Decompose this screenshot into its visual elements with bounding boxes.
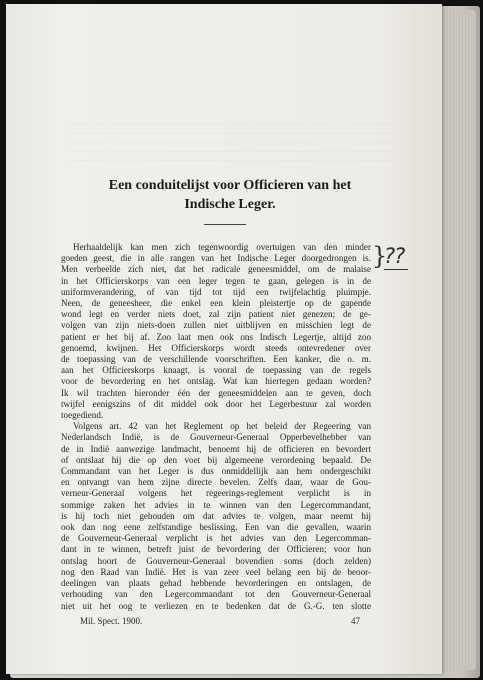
text-line: uniformverandering, of van tijd tot tijd een twijfelachtig pluimpje. xyxy=(61,286,371,297)
text-line: in het Officierskorps van een leger tegen te gaan, gelegen is in de xyxy=(61,275,371,286)
text-line: is hij toch niet gehouden om dat advies te volgen, maar neemt hij xyxy=(61,510,371,521)
book-page xyxy=(6,4,442,674)
text-line: Ik wil trachten hieronder één der geneesmiddelen aan te geven, doch xyxy=(61,387,371,398)
text-line: verneur-Generaal volgens het regeerings-reglement verplicht is in xyxy=(61,488,371,499)
text-line: wond legt en verder niets doet, zal zijn patient niet genezen; de ge- xyxy=(61,309,371,320)
text-line: Commandant van het Leger is dus onmiddellijk aan hem ondergeschikt xyxy=(61,466,371,477)
text-line: dant in te winnen, betreft juist de bevordering der Officieren; voor hun xyxy=(61,544,371,555)
text-line: of ontslaat hij die op den voet bij algemeene verordening bepaald. De xyxy=(61,454,371,465)
text-line: niet uit het oog te verliezen en te bedenken dat de G.-G. ten slotte xyxy=(61,600,371,611)
text-line: en ontvangt van hem zijne directe bevelen. Zelfs daar, waar de Gou- xyxy=(61,477,371,488)
handwritten-margin-note xyxy=(372,242,432,276)
page-stack-edge xyxy=(440,10,476,670)
bleed-through-text xyxy=(66,124,396,164)
title-line: Een conduitelijst voor Officieren van het xyxy=(108,178,352,193)
text-line: de toepassing van de verschillende voorschriften. Een kanker, die o. m. xyxy=(61,354,371,365)
text-line: sommige zaken het advies in te winnen van den Legercommandant, xyxy=(61,499,371,510)
journal-citation: Mil. Spect. 1900. xyxy=(80,616,143,626)
text-line: twijfel eenigszins of dit middel ook door het Legerbestuur zal worden xyxy=(61,398,371,409)
paragraph-2 xyxy=(61,421,371,611)
title-divider xyxy=(204,224,246,225)
text-line: Neen, de geneesheer, die enkel een klein pleistertje op de gapende xyxy=(61,298,371,309)
page-number: 47 xyxy=(351,616,360,626)
text-line: ook dan nog eene zelfstandige beslissing. Een van die gevallen, waarin xyxy=(61,522,371,533)
article-body xyxy=(61,242,371,612)
text-line: toegediend. xyxy=(61,410,104,421)
text-line: de Gouverneur-Generaal verplicht is het advies van den Legercomman- xyxy=(61,533,371,544)
margin-note-underline xyxy=(384,269,408,270)
text-line: Nederlandsch Indië, is de Gouverneur-Generaal Opperbevelhebber van xyxy=(61,432,371,443)
text-line: de in Indië aanwezige landmacht, benoemt hij de officieren en bevordert xyxy=(61,443,371,454)
margin-note-brace: } xyxy=(372,242,388,270)
text-line: patient er het bij af. Zoo laat men ook ons Indisch Legertje, altijd zoo xyxy=(61,331,371,342)
text-line: aan het Officierskorps knaagt, is vooral de toepassing van de regels xyxy=(61,365,371,376)
text-line: verhouding van den Legercommandant tot den Gouverneur-Generaal xyxy=(61,589,371,600)
text-line: voor de bevordering en het ontslag. Wat kan hiertegen gedaan worden? xyxy=(61,376,371,387)
text-line: Men verbeelde zich niet, dat het radicale geneesmiddel, om de malaise xyxy=(61,264,371,275)
text-line: goeden geest, die in alle rangen van het Indische Leger doorgedrongen is. xyxy=(61,253,371,264)
text-line: nog den Raad van Indië. Het is van zeer veel belang een bij de beoor- xyxy=(61,566,371,577)
margin-note-text: ?? xyxy=(384,244,405,268)
article-title xyxy=(30,176,430,214)
text-line: genoemd, kwijnen. Het Officierskorps wordt steeds ontevredener over xyxy=(61,342,371,353)
text-line: Herhaaldelijk kan men zich tegenwoordig overtuigen van den minder xyxy=(73,242,371,252)
text-line: Volgens art. 42 van het Reglement op het beleid der Regeering van xyxy=(73,421,371,432)
text-line: deelingen van plaats gehad hebbende bevorderingen en ontslagen, de xyxy=(61,578,371,589)
text-line: volgen van zijn niets-doen zullen niet uitblijven en misschien legt de xyxy=(61,320,371,331)
title-line: Indische Leger. xyxy=(184,197,276,212)
paragraph-1 xyxy=(61,242,371,421)
text-line: ontslag hoort de Gouverneur-Generaal bovendien soms (doch zelden) xyxy=(61,555,371,566)
